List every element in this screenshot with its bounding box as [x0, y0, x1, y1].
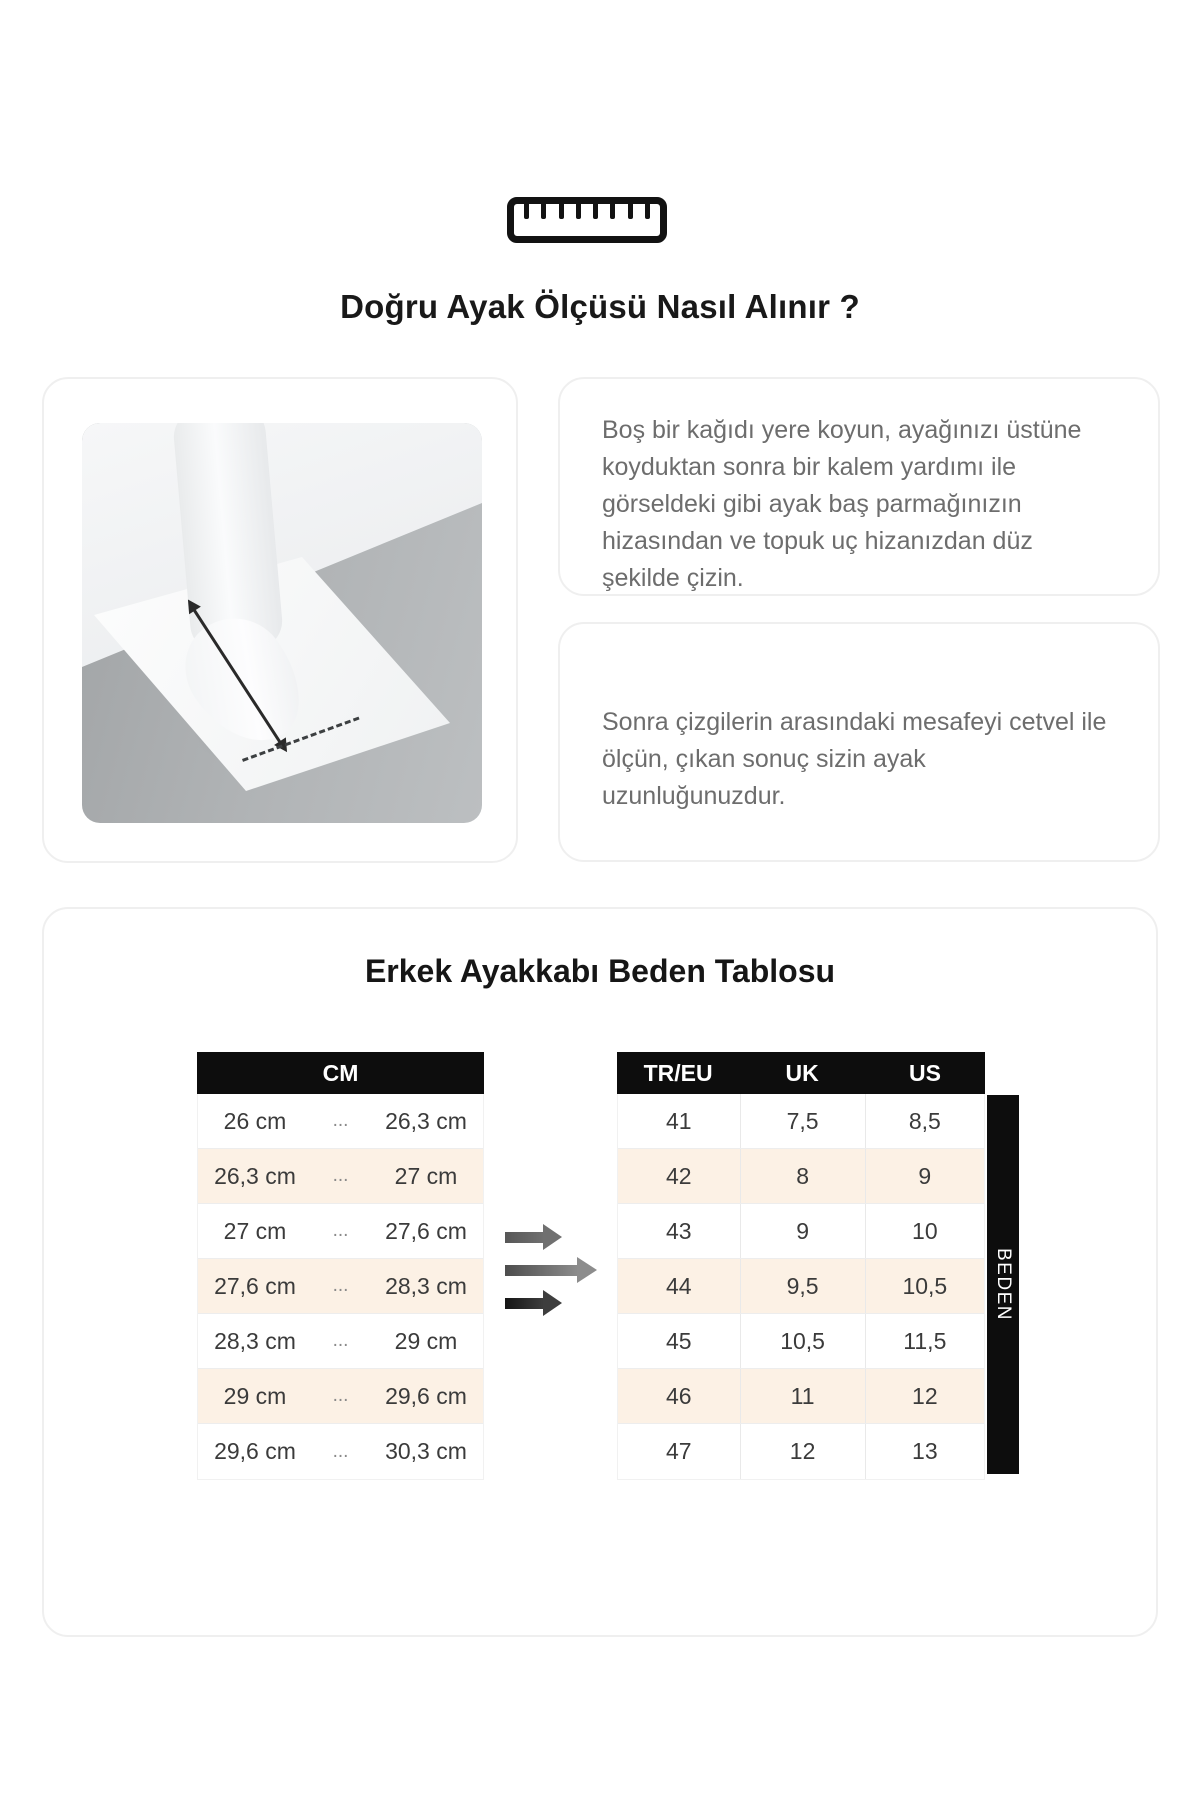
ruler-tick: [628, 204, 633, 219]
us-size: 12: [865, 1369, 984, 1423]
size-table: [617, 1052, 985, 1480]
range-separator: ...: [332, 1440, 349, 1462]
range-separator: ...: [332, 1110, 349, 1131]
table-row: [198, 1259, 483, 1314]
arrow-right-icon: [505, 1224, 597, 1250]
size-table-body: [617, 1094, 985, 1480]
cm-table-body: [197, 1094, 484, 1480]
foot-measurement-photo: [82, 423, 482, 823]
range-separator: ...: [332, 1385, 349, 1406]
arrow-right-icon: [505, 1257, 597, 1283]
us-size: 10,5: [865, 1259, 984, 1313]
ruler-icon: [507, 197, 667, 243]
range-separator: ...: [332, 1220, 349, 1241]
tr-eu-size: 44: [665, 1272, 692, 1299]
tr-eu-size: 41: [665, 1107, 692, 1134]
table-row: [198, 1204, 483, 1259]
uk-size: 12: [740, 1424, 865, 1479]
ruler-tick: [610, 204, 615, 219]
table-row: [198, 1369, 483, 1424]
arrow-right-icon: [505, 1290, 597, 1316]
tr-eu-size: 47: [665, 1438, 692, 1464]
ruler-tick: [541, 204, 546, 219]
us-size: 13: [865, 1424, 984, 1479]
table-row: [618, 1204, 984, 1259]
us-size: 8,5: [865, 1094, 984, 1148]
table-row: [618, 1369, 984, 1424]
ruler-tick: [576, 204, 581, 219]
table-row: [198, 1094, 483, 1149]
instruction-step-2: Sonra çizgilerin arasındaki mesafeyi cetvel ile ölçün, çıkan sonuç sizin ayak uzunluğunuzdur.: [602, 708, 1107, 810]
table-row: [198, 1149, 483, 1204]
cm-max-value: 29 cm: [394, 1327, 458, 1354]
tr-eu-size: 43: [665, 1217, 692, 1244]
range-separator: ...: [332, 1275, 349, 1296]
cm-min-value: 26,3 cm: [214, 1162, 296, 1189]
cm-max-value: 29,6 cm: [385, 1382, 467, 1409]
cm-min-value: 29 cm: [223, 1382, 287, 1409]
cm-table: [197, 1052, 484, 1480]
cm-min-value: 27,6 cm: [214, 1272, 296, 1299]
tr-eu-size: 45: [665, 1327, 692, 1354]
col-header-uk: UK: [785, 1059, 819, 1086]
tr-eu-size: 42: [665, 1162, 692, 1189]
uk-size: 7,5: [740, 1094, 865, 1148]
ruler-tick: [524, 204, 529, 219]
us-size: 9: [865, 1149, 984, 1203]
table-row: [618, 1094, 984, 1149]
uk-size: 11: [740, 1369, 865, 1423]
uk-size: 10,5: [740, 1314, 865, 1368]
ruler-tick: [593, 204, 598, 219]
cm-min-value: 29,6 cm: [214, 1438, 296, 1464]
range-separator: ...: [332, 1330, 349, 1351]
instruction-card-1: [558, 377, 1160, 596]
table-row: [198, 1424, 483, 1479]
cm-min-value: 26 cm: [223, 1107, 287, 1134]
table-row: [618, 1259, 984, 1314]
size-axis-label: BEDEN: [987, 1095, 1019, 1474]
size-table-header: [617, 1052, 985, 1094]
tr-eu-size: 46: [665, 1382, 692, 1409]
instruction-card-2: [558, 622, 1160, 862]
table-row: [618, 1314, 984, 1369]
ruler-tick: [645, 204, 650, 219]
size-chart-title: Erkek Ayakkabı Beden Tablosu: [364, 953, 836, 989]
col-header-tr-eu: TR/EU: [643, 1059, 713, 1086]
cm-min-value: 27 cm: [223, 1217, 287, 1244]
page-title: Doğru Ayak Ölçüsü Nasıl Alınır ?: [340, 288, 860, 325]
table-row: [618, 1149, 984, 1204]
cm-max-value: 27,6 cm: [385, 1217, 467, 1244]
uk-size: 8: [740, 1149, 865, 1203]
ruler-tick: [559, 204, 564, 219]
foot-measurement-card: [42, 377, 518, 863]
cm-max-value: 26,3 cm: [385, 1107, 467, 1134]
conversion-arrows-icon: [505, 1224, 597, 1316]
table-row: [618, 1424, 984, 1479]
cm-min-value: 28,3 cm: [214, 1327, 296, 1354]
range-separator: ...: [332, 1165, 349, 1186]
table-row: [198, 1314, 483, 1369]
us-size: 11,5: [865, 1314, 984, 1368]
cm-max-value: 28,3 cm: [385, 1272, 467, 1299]
cm-max-value: 30,3 cm: [385, 1438, 467, 1464]
cm-table-header: CM: [197, 1052, 484, 1094]
instruction-step-1: Boş bir kağıdı yere koyun, ayağınızı üstüne koyduktan sonra bir kalem yardımı ile görseldeki gibi ayak baş parmağınızın hizasından ve topuk uç hizanızdan düz şekilde çizin.: [602, 416, 1082, 592]
cm-max-value: 27 cm: [394, 1162, 458, 1189]
size-chart-card: [42, 907, 1158, 1637]
col-header-us: US: [909, 1059, 941, 1086]
uk-size: 9,5: [740, 1259, 865, 1313]
us-size: 10: [865, 1204, 984, 1258]
uk-size: 9: [740, 1204, 865, 1258]
